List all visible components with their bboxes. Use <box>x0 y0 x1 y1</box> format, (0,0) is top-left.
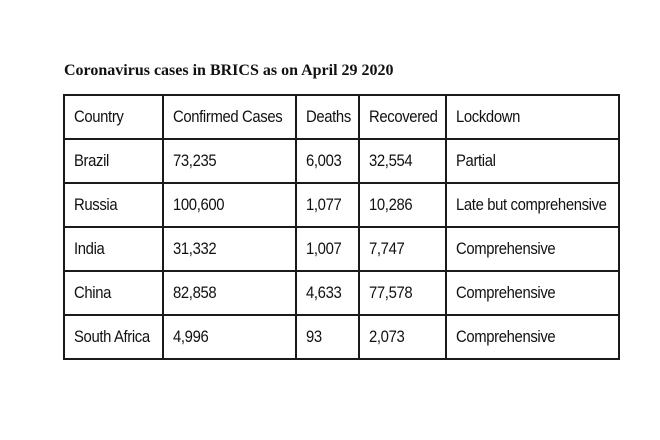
table-row <box>64 315 619 359</box>
cell-lockdown: Comprehensive <box>446 271 619 315</box>
header-confirmed-cases: Confirmed Cases <box>163 95 296 139</box>
table-row <box>64 227 619 271</box>
cell-deaths: 93 <box>296 315 359 359</box>
header-lockdown: Lockdown <box>446 95 619 139</box>
cell-recovered: 2,073 <box>359 315 446 359</box>
cell-confirmed-cases: 4,996 <box>163 315 296 359</box>
cell-recovered: 32,554 <box>359 139 446 183</box>
table-row <box>64 139 619 183</box>
table-row <box>64 183 619 227</box>
header-recovered: Recovered <box>359 95 446 139</box>
cell-lockdown: Comprehensive <box>446 227 619 271</box>
header-country: Country <box>64 95 163 139</box>
cell-confirmed-cases: 100,600 <box>163 183 296 227</box>
cell-deaths: 6,003 <box>296 139 359 183</box>
cell-lockdown: Comprehensive <box>446 315 619 359</box>
cell-country: Russia <box>64 183 163 227</box>
cell-confirmed-cases: 73,235 <box>163 139 296 183</box>
cell-confirmed-cases: 31,332 <box>163 227 296 271</box>
cell-country: China <box>64 271 163 315</box>
cell-recovered: 7,747 <box>359 227 446 271</box>
cell-lockdown: Late but comprehensive <box>446 183 619 227</box>
cell-deaths: 1,077 <box>296 183 359 227</box>
table-header-row <box>64 95 619 139</box>
cell-lockdown: Partial <box>446 139 619 183</box>
cell-confirmed-cases: 82,858 <box>163 271 296 315</box>
cell-deaths: 4,633 <box>296 271 359 315</box>
brics-cases-table <box>63 94 620 360</box>
cell-recovered: 10,286 <box>359 183 446 227</box>
header-deaths: Deaths <box>296 95 359 139</box>
cell-recovered: 77,578 <box>359 271 446 315</box>
cell-deaths: 1,007 <box>296 227 359 271</box>
cell-country: India <box>64 227 163 271</box>
table-row <box>64 271 619 315</box>
cell-country: South Africa <box>64 315 163 359</box>
cell-country: Brazil <box>64 139 163 183</box>
table-title: Coronavirus cases in BRICS as on April 29 2020 <box>64 62 394 79</box>
